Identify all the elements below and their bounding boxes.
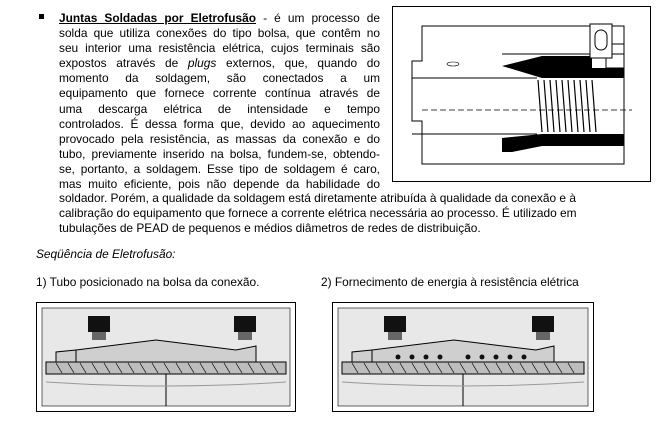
paragraph-electrofusion-bottom	[59, 191, 639, 236]
text-line: se, portanto, a soldagem. Esse tipo de soldagem é caro,	[59, 161, 380, 176]
sequence-title: Seqüência de Eletrofusão:	[36, 247, 176, 261]
text-line: expostos através de plugs externos, que, quando do	[59, 56, 381, 71]
text-line: calibração do equipamento que fornece a corrente elétrica necessária ao processo. É utilizado em	[59, 206, 577, 221]
italic-word: plugs	[187, 56, 217, 71]
step-2-energy-supply-figure	[332, 302, 594, 412]
section-title: Juntas Soldadas por Eletrofusão	[59, 11, 257, 25]
text-line: provocado pela resistência, as massas da conexão e do	[59, 131, 380, 146]
text-line: soldador. Porém, a qualidade da soldagem está diretamente atribuída à qualidade da conexão e à	[59, 191, 576, 205]
text-line: tubulações de PEAD de pequenos e médios diâmetros de redes de distribuição.	[59, 221, 481, 236]
text-line: tubo, previamente inserido na bolsa, fundem-se, obtendo-	[59, 146, 380, 161]
step-2-caption: 2) Fornecimento de energia à resistência elétrica	[321, 275, 579, 289]
electrofusion-fitting-cross-section	[392, 6, 651, 182]
text-line: momento da soldagem, são conectados a um	[59, 71, 380, 86]
step-1-caption: 1) Tubo posicionado na bolsa da conexão.	[36, 275, 260, 289]
text-line: seu interior uma resistência elétrica, cujos terminais são	[59, 41, 380, 56]
bullet-marker	[39, 14, 44, 19]
paragraph-electrofusion-top	[59, 11, 380, 192]
text-line: solda que utiliza conexões do tipo bolsa, que contêm no	[59, 26, 380, 41]
text-line: Juntas Soldadas por Eletrofusão - é um processo de	[59, 11, 380, 25]
step-1-pipe-in-socket-figure	[36, 302, 296, 412]
text-line: uma descarga elétrica de intensidade e tempo	[59, 101, 380, 116]
text-line: mas muito eficiente, pois não depende da habilidade do	[59, 177, 380, 192]
text-line: equipamento que fornece corrente contínua através de	[59, 86, 380, 101]
text-line: controlados. É dessa forma que, devido ao aquecimento	[59, 116, 380, 131]
